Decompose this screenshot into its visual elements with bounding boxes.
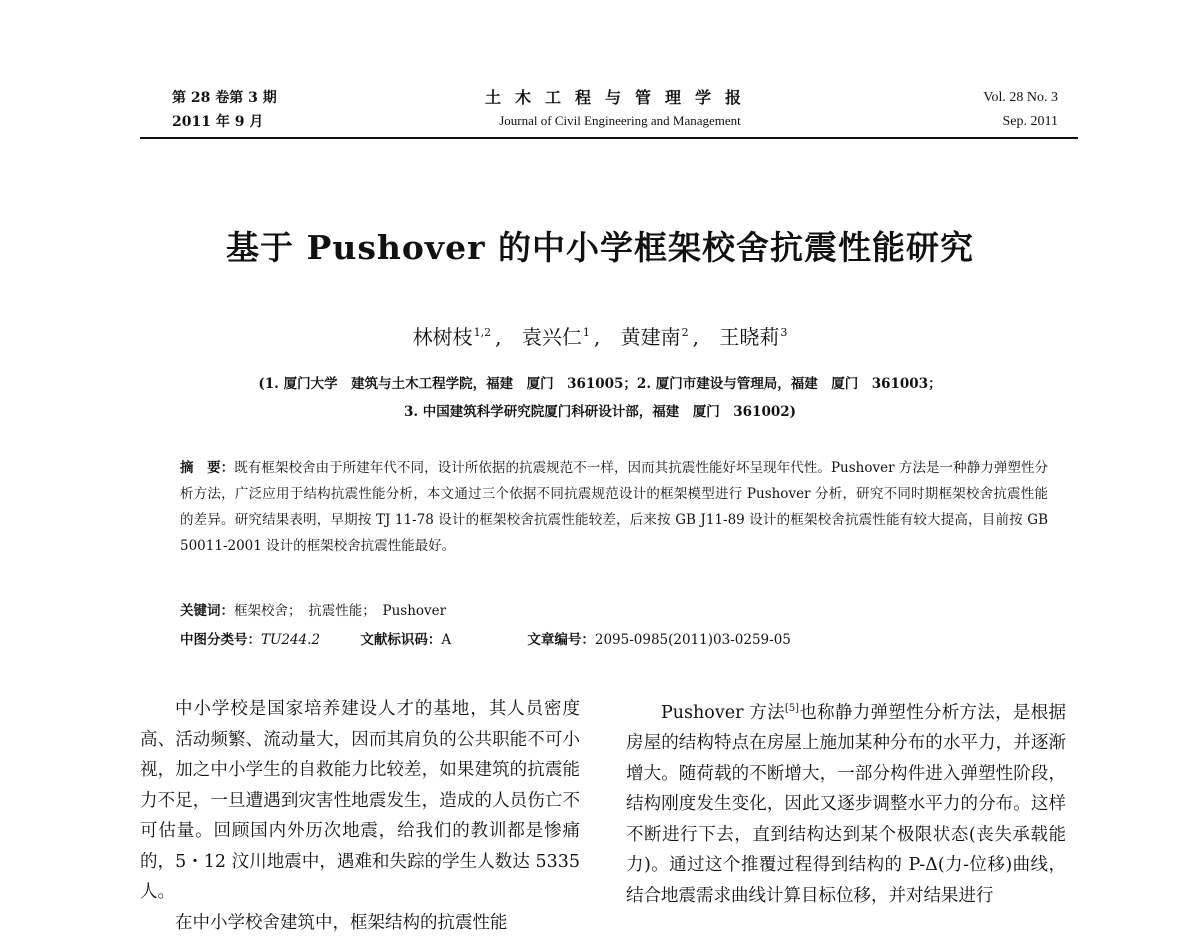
date-en: Sep. 2011	[1002, 114, 1058, 129]
citation-ref: [5]	[784, 703, 800, 714]
body-paragraph	[626, 694, 1066, 911]
journal-cn: 土木工程与管理学报	[484, 88, 755, 107]
author-name: 黄建南	[620, 325, 681, 349]
abstract	[180, 455, 1048, 559]
body-text: 也称静力弹塑性分析方法，是根据房屋的结构特点在房屋上施加某种分布的水平力，并逐渐增大。随荷载的不断增大，一部分构件进入弹塑性阶段，结构刚度发生变化，因此又逐步调整水平力的分布。这样不断进行下去，直到结构达到某个极限状态(丧失承载能力)。通过这个推覆过程得到结构的 P-Δ(力-位移)曲线，结合地震需求曲线计算目标位移，并对结果进行	[626, 702, 1066, 906]
date-cn: 2011 年 9 月	[172, 114, 264, 130]
article-value: 2095-0985(2011)03-0259-05	[594, 632, 791, 648]
author-list: 林树枝$^{1,2}$ , 袁兴仁$^1$ , 黄建南$^2$ , 王晓莉$^3$	[412, 325, 788, 349]
keywords-text: 框架校舍； 抗震性能； Pushover	[234, 603, 447, 619]
body-paragraph: 在中小学校舍建筑中，框架结构的抗震性能	[175, 912, 508, 933]
journal-en: Journal of Civil Engineering and Management	[499, 113, 741, 128]
volume-cn: 第 28 卷第 3 期	[172, 90, 277, 106]
header-rule	[140, 137, 1078, 139]
affiliation-line-1: (1. 厦门大学 建筑与土木工程学院，福建 厦门 361005；2. 厦门市建设与管理局，福建 厦门 361003；	[258, 376, 942, 392]
affiliation-line-2: 3. 中国建筑科学研究院厦门科研设计部，福建 厦门 361002)	[403, 404, 797, 420]
author-name: 林树枝	[412, 325, 473, 349]
paper-title: 基于 Pushover 的中小学框架校舍抗震性能研究	[226, 228, 974, 267]
body-paragraph: 中小学校是国家培养建设人才的基地，其人员密度高、活动频繁、流动量大，因而其肩负的公共职能不可小视，加之中小学生的自救能力比较差，如果建筑的抗震能力不足，一旦遭遇到灾害性地震发生，造成的人员伤亡不可估量。回顾国内外历次地震，给我们的教训都是惨痛的，5・12 汶川地震中，遇难和失踪的学生人数达 5335 人。	[140, 699, 580, 902]
volume-en: Vol. 28 No. 3	[983, 90, 1058, 105]
author-aff: 1,2	[473, 326, 492, 340]
keywords	[180, 598, 446, 624]
abstract-text: 既有框架校舍由于所建年代不同，设计所依据的抗震规范不一样，因而其抗震性能好坏呈现年代性。Pushover 方法是一种静力弹塑性分析方法，广泛应用于结构抗震性能分析，本文通过三个依据不同抗震规范设计的框架模型进行 Pushover 分析，研究不同时期框架校舍抗震性能的差异。研究结果表明，早期按 TJ 11-78 设计的框架校舍抗震性能较差，后来按 GB J11-89 设计的框架校舍抗震性能有较大提高，目前按 GB 50011-2001 设计的框架校舍抗震性能最好。	[180, 460, 1049, 554]
article-number	[527, 632, 827, 648]
author-aff: 2	[681, 326, 689, 340]
article-label: 文章编号：	[527, 632, 595, 648]
author-aff: 3	[780, 326, 788, 340]
clc-label: 中图分类号：	[180, 632, 261, 648]
author-aff: 1	[582, 326, 590, 340]
body-text: Pushover 方法	[661, 702, 785, 723]
abstract-label: 摘 要：	[180, 460, 235, 476]
header-right	[983, 86, 1058, 134]
clc	[180, 632, 320, 648]
header-center	[380, 86, 860, 132]
doc-value: A	[441, 632, 452, 648]
header-left	[172, 86, 277, 134]
author-name: 王晓莉	[719, 325, 780, 349]
body-column-right	[626, 694, 1066, 911]
doc-label: 文献标识码：	[360, 632, 442, 648]
keywords-label: 关键词：	[180, 603, 234, 619]
classification-line	[180, 627, 863, 653]
doc-code	[360, 632, 487, 648]
author-name: 袁兴仁	[521, 325, 582, 349]
body-column-left	[140, 694, 580, 938]
clc-value: TU244.2	[261, 632, 321, 648]
